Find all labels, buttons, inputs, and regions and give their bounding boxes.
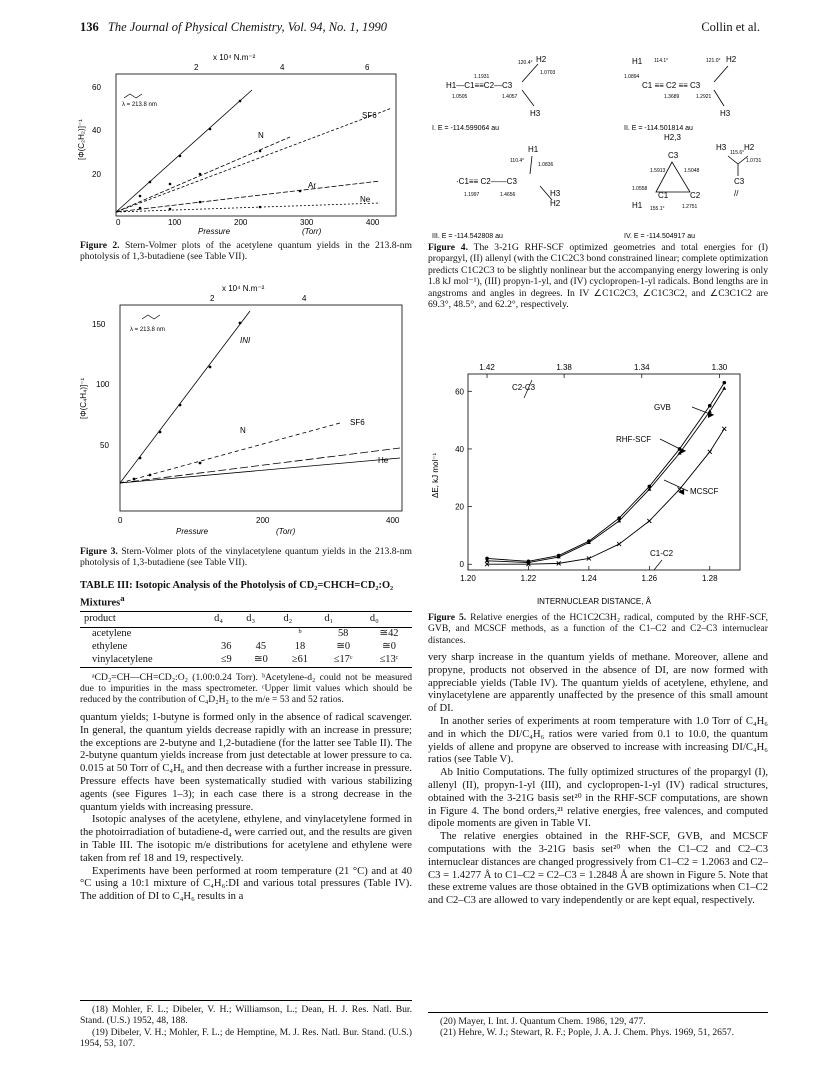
column-header: product [80,612,210,628]
table-cell: ≤13ᶜ [366,654,412,667]
column-header: d₂ [279,612,320,628]
figure-2-plot [77,52,415,237]
table-title-footnote-mark: a [120,593,125,603]
fig2-label-n: N [258,131,264,140]
fig5-point-triangle [722,386,726,390]
table-cell: 18 [294,641,306,653]
fig2-label-sf6: SF6 [362,111,377,120]
svg-text:C1 ≡≡ C2 ≡≡ C3: C1 ≡≡ C2 ≡≡ C3 [642,81,701,90]
fig5-series-arrow [664,480,688,491]
table-cell: ≅42 [379,628,399,640]
fig5-y-tick-label: 60 [455,387,464,397]
svg-text:1.0558: 1.0558 [632,186,648,192]
fig3-line-sf6 [120,448,400,483]
caption-label: Figure 4. [428,242,468,253]
reference: (19) Dibeler, V. H.; Mohler, F. L.; de Hemptine, M. J. Res. Natl. Bur. Stand. (U.S.) 1954, 53, 107. [80,1026,412,1050]
running-header [80,20,760,35]
structure-4-label: IV. E = -114.504917 au [624,233,696,240]
table-row [80,628,412,641]
fig5-y-tick-label: 0 [459,560,464,570]
svg-text:H1: H1 [632,201,643,210]
fig2-point [149,181,152,184]
fig3-point [159,431,162,434]
fig2-line-n [116,137,290,212]
svg-text:H3: H3 [720,109,731,118]
svg-text:H1: H1 [528,145,539,154]
svg-text:1.0894: 1.0894 [624,74,640,80]
fig5-x-tick-label: 1.28 [701,574,718,583]
fig2-x-tick: 0 [116,218,121,227]
fig2-point [169,208,172,211]
caption-label: Figure 2. [80,240,120,251]
fig2-wavelength: λ = 213.8 nm [122,102,157,108]
column-header: d₄ [210,612,242,628]
fig5-series-arrow-head: ▶ [708,410,715,419]
figure-4-structures [428,50,768,240]
svg-text:1.1997: 1.1997 [464,192,480,198]
paragraph: Isotopic analyses of the acetylene, ethylene, and vinylacetylene formed in the photoirradiation of butadiene-d₄ were carried out, and the results are given in Table III. The isotopic m/e distributions for acetylene and ethylene were taken from ref 18 and 19, respectively. [80,814,412,864]
fig3-label-he: He [378,456,389,465]
structure-i-propargyl [446,55,556,118]
caption-text: Stern-Volmer plots of the vinylacetylene quantum yields in the 213.8-nm photolysis of 1,3-butadiene (see Table VII). [80,546,412,569]
svg-text:H3: H3 [530,109,541,118]
fig3-y-tick: 50 [100,441,109,450]
fig2-line-ini [116,90,252,212]
fig5-series-arrow-head: ◀ [678,487,685,496]
svg-text://: // [734,189,739,198]
page-number: 136 [80,20,99,34]
fig5-point-x [708,450,712,454]
fig3-y-tick: 100 [96,380,110,389]
paragraph: The relative energies obtained in the RHF-SCF, GVB, and MCSCF computations with the 3-21G basis set²⁰ when the C1–C2 and C2–C3 internuclear distances are changed progressively from C1–C2 = 1.2063 and C2–C3 = 1.4277 Å to C1–C2 = C2–C3 = 1.2848 Å are shown in Figure 5. Note that these extreme values are those obtained in the GVB optimizations when C1–C2 and C2–C3 are allowed to vary independently or are kept equal, respectively. [428,831,768,907]
figure-5-chart [428,358,768,608]
paragraph: Experiments have been performed at room temperature (21 °C) and at 40 °C using a 10:1 mixture of C₄H₆:DI and various total pressures (Table IV). The addition of DI to C₄H₆ results in a [80,865,412,903]
fig5-series-line-gvb [487,383,724,562]
fig3-wavelength: λ = 213.8 nm [130,327,165,333]
paragraph: Ab Initio Computations. The fully optimized structures of the propargyl (I), allenyl (II), propyn-1-yl (III), and cyclopropen-1-yl (IV) radical structures, obtained with the 3-21G basis set²⁰ in the RHF-SCF computations, are shown in Figure 4. The bond orders,²¹ relative energies, free valences, and computed dipole moments are given in Table VI. [428,767,768,830]
table-cell: ≅0 [381,641,396,653]
svg-text:C1: C1 [658,191,669,200]
svg-text:H2: H2 [744,143,755,152]
table-row [80,641,412,654]
fig5-series-label-mcscf: MCSCF [690,487,719,496]
svg-text:120.4°: 120.4° [518,60,533,66]
reference: (18) Mohler, F. L.; Dibeler, V. H.; Williamson, L.; Dean, H. J. Res. Natl. Bur. Stand. (U.S.) 1952, 48, 188. [80,1004,412,1027]
fig3-point [179,404,182,407]
fig2-y-label: [Φ(C₂H₂)]⁻¹ [77,119,86,160]
table-3-footnote: ᵃCD₂=CH—CH=CD₂:O₂ (1.00:0.24 Torr). ᵇAcetylene-d₂ could not be measured due to impurities in the mass spectrometer. ᶜUpper limit values which should be reduced by the contribution of C₄D₂H₂ to the m/e = 53 and 52 ratios. [80,671,412,706]
svg-text:1.1931: 1.1931 [474,74,490,80]
svg-text:H3: H3 [716,143,727,152]
fig5-y-tick-label: 40 [455,444,464,454]
running-authors: Collin et al. [701,20,760,34]
structure-1-label: I. E = -114.599064 au [432,125,500,132]
figure-5-caption [428,612,768,646]
fig5-series-arrow-head: ▶ [680,446,687,455]
caption-text: Stern-Volmer plots of the acetylene quantum yields in the 213.8-nm photolysis of 1,3-butadiene (see Table VII). [80,240,412,263]
fig5-top-tick-label: 1.34 [633,363,650,372]
svg-text:H1—C1≡≡C2—C3: H1—C1≡≡C2—C3 [446,81,513,90]
fig2-label-ar: Ar [308,181,316,190]
fig3-point [199,462,202,465]
fig5-frame [468,374,740,570]
fig5-x-tick-label: 1.26 [641,574,658,583]
fig3-line-n [120,423,340,483]
paragraph: In another series of experiments at room temperature with 1.0 Torr of C₄H₆ and in which the DI/C₄H₆ ratios were varied from 0.1 to 10.0, the quantum yields of allene and propyne are observed to increase with increasing DI/C₄H₆ ratios (see Table V). [428,715,768,766]
fig2-point [299,190,302,193]
svg-text:1.5048: 1.5048 [684,168,700,174]
svg-text:121.0°: 121.0° [706,58,721,64]
fig2-point [179,155,182,158]
fig5-x-tick-label: 1.24 [581,574,597,583]
table-cell: ≤9 [210,654,242,667]
fig2-point [259,150,262,153]
svg-text:1.3689: 1.3689 [664,94,680,100]
fig5-y-tick-label: 20 [455,502,464,512]
fig3-top-tick: 2 [210,294,215,303]
fig3-label-ini: INI [240,336,251,345]
table-cell [210,628,242,641]
paragraph: very sharp increase in the quantum yields of methane. Moreover, allene and propyne, products not observed in the absence of DI, are now formed with appreciable yields (Table IV). The quantum yields of acetylene, ethylene, and vinylacetylene are apparently unaffected by the presence of this small amount of DI. [428,652,768,715]
column-header: d₁ [320,612,365,628]
fig5-x-label: INTERNUCLEAR DISTANCE, Å [536,597,652,606]
footnote-rule [428,1012,768,1013]
fig2-top-tick: 6 [365,63,370,72]
svg-text:C3: C3 [734,177,745,186]
fig2-x-tick: 100 [168,218,182,227]
svg-text:1.0505: 1.0505 [452,94,468,100]
svg-text:110.4°: 110.4° [510,158,525,164]
right-references [428,1016,768,1039]
svg-text:H2,3: H2,3 [664,133,681,142]
figure-3-caption [80,546,412,569]
footnote-rule [80,1000,412,1001]
table-cell: ethylene [92,641,128,653]
butadiene-icon [142,315,160,319]
fig2-top-axis-label: x 10⁴ N.m⁻² [213,53,256,62]
fig5-point-x [647,519,651,523]
table-cell: 36 [221,641,232,653]
figure-3-plot [80,283,415,538]
table-3 [80,580,412,706]
fig2-top-tick: 2 [194,63,199,72]
fig3-top-tick: 4 [302,294,307,303]
table-cell: 58 [337,628,349,640]
svg-text:1.4656: 1.4656 [500,192,516,198]
table-3-title [80,580,412,609]
fig2-label-ne: Ne [360,195,371,204]
caption-label: Figure 5. [428,612,467,623]
fig5-point-circle [708,404,712,408]
fig5-bottom-annotation: C1-C2 [650,549,674,558]
fig3-point [149,474,152,477]
fig2-lines [116,90,392,212]
table-cell: vinylacetylene [80,654,210,667]
fig3-x-tick: 200 [256,516,270,525]
fig5-top-tick-label: 1.42 [479,363,495,372]
table-cell: 45 [255,641,267,653]
fig3-label-sf6: SF6 [350,418,365,427]
fig2-point [259,206,262,209]
table-3-grid [80,611,412,667]
fig3-x-unit: (Torr) [276,527,296,536]
svg-text:H2: H2 [536,55,547,64]
fig2-y-tick: 20 [92,170,101,179]
fig2-point [139,207,142,210]
caption-text: The 3-21G RHF-SCF optimized geometries and total energies for (I) propargyl, (II) allenyl (with the C1C2C3 bond constrained linear; complete optimization predicts C1C2C3 to be slightly nonlinear but the accompanying energy lowering is only 1.8 kJ mol⁻¹), (III) propyn-1-yl, and (IV) cyclopropen-1-yl radicals. Bond lengths are in angstroms and angles in degrees. In IV ∠C1C2C3, ∠C1C3C2, and ∠C3C1C2 are 69.3°, 48.5°, and 62.2°, respectively. [428,242,768,311]
fig2-x-tick: 300 [300,218,314,227]
left-references [80,1004,412,1050]
svg-text:H2: H2 [550,199,561,208]
butadiene-icon [124,94,142,98]
fig5-bottom-annotation-arrow [654,560,662,570]
fig5-top-tick-label: 1.30 [711,363,728,372]
structure-iii-propynyl [456,145,561,208]
svg-text:155.1°: 155.1° [650,206,665,212]
svg-text:1.4057: 1.4057 [502,94,518,100]
fig2-point [199,201,202,204]
table-header-row [80,612,412,628]
table-cell: ≤17ᶜ [320,654,365,667]
table-label: TABLE III: [80,580,133,591]
table-cell: ᵇ [298,628,302,640]
svg-text:·C1≡≡ C2——C3: ·C1≡≡ C2——C3 [456,177,517,186]
left-body-text [80,712,412,904]
fig3-top-axis-label: x 10⁴ N.m⁻² [222,284,265,293]
fig3-x-label: Pressure [176,527,209,536]
fig3-x-tick: 0 [118,516,123,525]
figure-2-caption [80,240,412,263]
fig3-line-he [120,458,400,483]
fig3-frame [120,305,402,511]
fig5-series-arrow [660,439,682,450]
structure-ii-allenyl [624,55,737,118]
table-row [80,654,412,667]
fig3-points [133,322,242,481]
fig2-point [169,183,172,186]
fig2-y-tick: 40 [92,126,101,135]
fig5-point-circle [722,381,726,385]
fig3-point [239,322,242,325]
fig2-x-tick: 200 [234,218,248,227]
table-cell: ≥61 [279,654,320,667]
column-header: d₀ [366,612,412,628]
fig3-point [209,366,212,369]
fig2-points [139,100,302,211]
fig2-frame [116,74,396,216]
figure-4-caption [428,242,768,310]
paragraph: quantum yields; 1-butyne is formed only in the absence of radical scavenger. In general, the quantum yields decrease rapidly with an increase in pressure; the exceptions are 2-butyne and 1,2-butadiene (for the latter see Table II). The 2-butyne quantum yields increase from just detectable at lower pressure to ca. 0.015 at 50 Torr of C₄H₆ and then decrease with a further increase in pressure. Pressure effects have been systematically studied with various stabilizing agents (see Figures 1–3); in each case there is a strong decrease in the quantum yields with increasing pressure. [80,712,412,813]
fig2-point [209,128,212,131]
fig5-top-annotation: C2-C3 [512,383,536,392]
fig5-series-line-rhf-scf [487,388,724,562]
structure-iv-cyclopropenyl [632,133,762,212]
caption-text: Relative energies of the HC1C2C3H₂ radical, computed by the RHF-SCF, GVB, and MCSCF methods, as a function of the C1–C2 and C2–C3 internuclear distances. [428,612,768,646]
structure-2-label: II. E = -114.501814 au [624,125,693,132]
fig2-point [139,195,142,198]
fig3-point [133,478,136,481]
svg-text:1.0731: 1.0731 [746,158,762,164]
fig5-x-tick-label: 1.20 [460,574,476,583]
fig5-x-tick-label: 1.22 [520,574,537,583]
svg-text:115.6°: 115.6° [730,150,745,156]
fig2-top-tick: 4 [280,63,285,72]
fig5-point-x [722,427,726,431]
caption-label: Figure 3. [80,546,118,557]
svg-text:1.2921: 1.2921 [696,94,712,100]
fig3-label-n: N [240,426,246,435]
fig3-x-tick: 400 [386,516,400,525]
table-cell: ≅0 [336,641,351,653]
fig2-line-sf6 [116,108,392,212]
fig2-point [199,173,202,176]
svg-text:1.0703: 1.0703 [540,70,556,76]
fig2-x-unit: (Torr) [302,227,322,236]
svg-text:H2: H2 [726,55,737,64]
journal-title: The Journal of Physical Chemistry, Vol. 94, No. 1, 1990 [107,20,388,34]
column-header: d₃ [242,612,279,628]
fig3-lines [120,311,400,483]
svg-text:114.1°: 114.1° [654,58,669,64]
reference: (21) Hehre, W. J.; Stewart, R. F.; Pople, J. A. J. Chem. Phys. 1969, 51, 2657. [440,1027,734,1039]
svg-text:1.5913: 1.5913 [650,168,666,174]
fig3-point [139,457,142,460]
table-cell: acetylene [92,628,132,640]
fig3-y-tick: 150 [92,320,106,329]
fig5-series-label-rhf-scf: RHF-SCF [616,435,652,444]
svg-text:H1: H1 [632,57,643,66]
table-cell: ≅0 [242,654,279,667]
svg-text:C2: C2 [690,191,701,200]
svg-text:C3: C3 [668,151,679,160]
table-cell [242,628,279,641]
fig2-x-label: Pressure [198,227,231,236]
fig3-y-label: [Φ(C₄H₄)]⁻¹ [79,377,88,419]
fig2-x-tick: 400 [366,218,380,227]
reference: (20) Mayer, I. Int. J. Quantum Chem. 1986, 129, 477. [440,1016,646,1027]
fig5-top-tick-label: 1.38 [556,363,572,372]
table-title-text: Isotopic Analysis of the Photolysis of CD₂=CHCH=CD₂:O₂ Mixtures [80,580,394,609]
right-body-text [428,652,768,908]
fig2-y-tick: 60 [92,83,101,92]
svg-text:1.0836: 1.0836 [538,162,554,168]
structure-3-label: III. E = -114.542808 au [432,233,503,240]
fig5-y-label: ΔE, kJ mol⁻¹ [431,452,440,498]
svg-text:H3: H3 [550,189,561,198]
fig5-series-label-gvb: GVB [654,403,671,412]
fig2-point [239,100,242,103]
svg-text:1.2751: 1.2751 [682,204,698,210]
fig5-series-line-mcscf [487,429,724,564]
fig5-point-x [617,542,621,546]
